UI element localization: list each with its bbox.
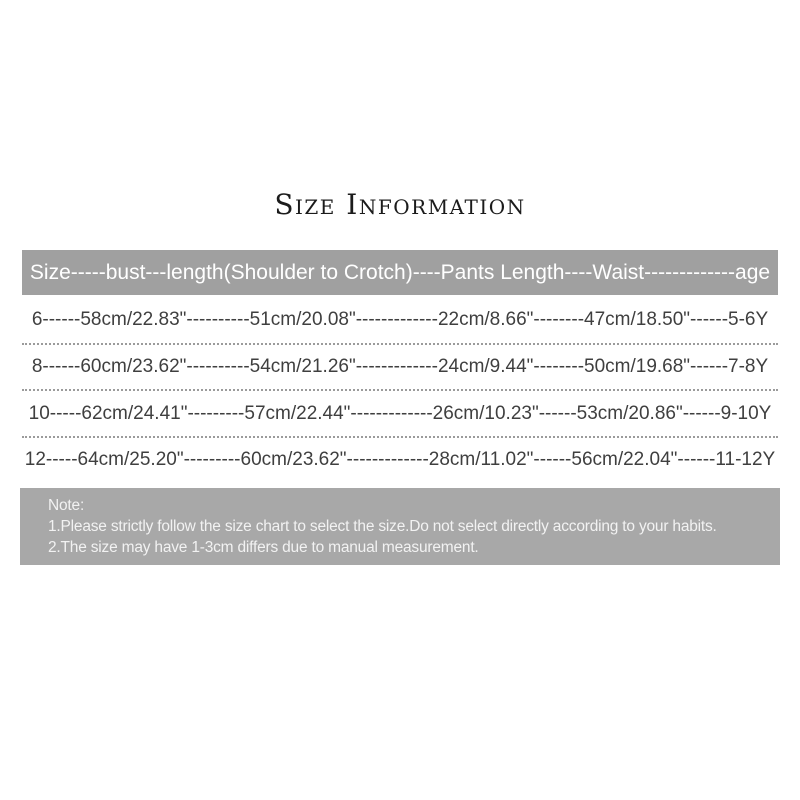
- size-row-8: 8------60cm/23.62"----------54cm/21.26"-------------24cm/9.44"--------50cm/19.68"------7-8Y: [31, 356, 769, 377]
- page-title: Size Information: [274, 188, 526, 221]
- note-line-1: 1.Please strictly follow the size chart to select the size.Do not select directly according to your habits.: [48, 518, 717, 535]
- size-table-header-text: Size-----bust---length(Shoulder to Crotch)----Pants Length----Waist-------------age: [29, 260, 771, 284]
- note-box: [20, 488, 780, 565]
- note-label: Note:: [48, 497, 85, 514]
- size-row-6: 6------58cm/22.83"----------51cm/20.08"-------------22cm/8.66"--------47cm/18.50"------5-6Y: [31, 309, 769, 330]
- note-line-2: 2.The size may have 1-3cm differs due to manual measurement.: [48, 539, 479, 556]
- size-row-12: 12-----64cm/25.20"---------60cm/23.62"-------------28cm/11.02"------56cm/22.04"------11-12Y: [24, 449, 776, 470]
- size-table-header: [22, 250, 778, 295]
- size-row-10: 10-----62cm/24.41"---------57cm/22.44"-------------26cm/10.23"------53cm/20.86"------9-10Y: [28, 402, 772, 424]
